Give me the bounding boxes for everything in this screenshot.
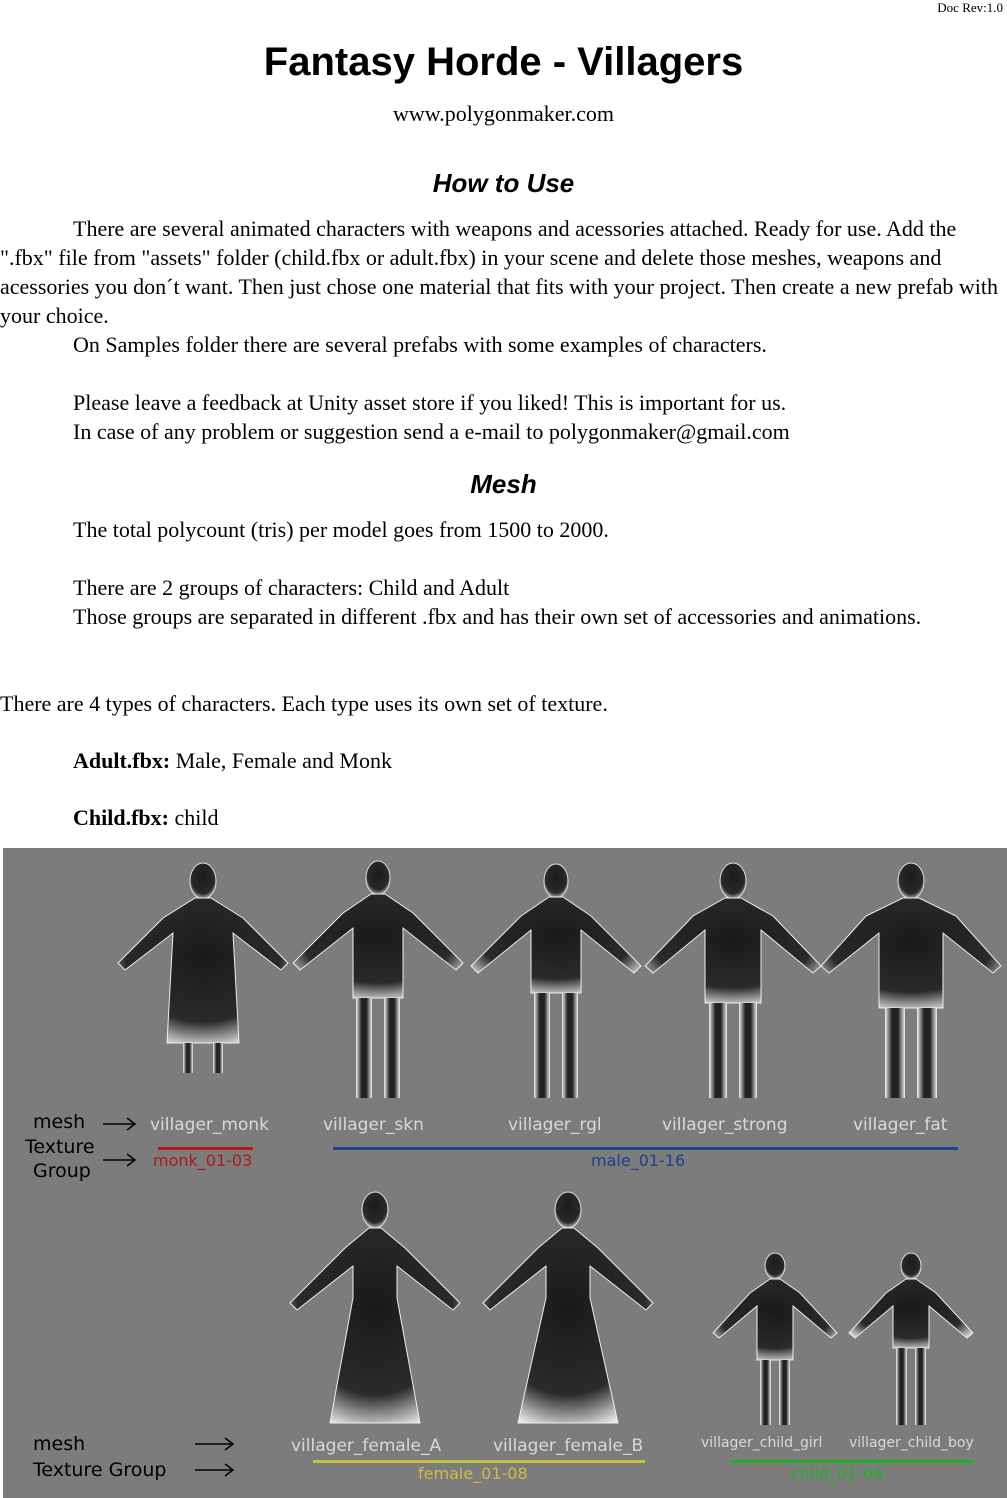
adult-fbx-label: Adult.fbx: — [73, 748, 171, 773]
mesh-paragraph-4: There are 4 types of characters. Each type uses its own set of texture. — [0, 691, 608, 716]
mesh-paragraph-2: There are 2 groups of characters: Child and Adult — [73, 575, 510, 600]
mesh-heading: Mesh — [470, 469, 537, 499]
villager-rgl-model — [471, 864, 641, 1098]
arrow-icon — [195, 1438, 233, 1450]
mesh-label-villager-skn: villager_skn — [323, 1115, 424, 1135]
villager-monk-model — [118, 863, 288, 1073]
how-to-use-paragraph-1: There are several animated characters with weapons and acessories attached. Ready for use. Add the ".fbx" file from "assets" folder (child.fbx or adult.fbx) in your scene and delete those meshes, weapons and acessories you don´t want. Then just chose one material that fits with your project. Then create a new prefab with your choice. — [0, 216, 999, 328]
adult-fbx-line — [0, 746, 1005, 775]
child-fbx-line — [0, 803, 1005, 832]
doc-revision: Doc Rev:1.0 — [937, 0, 1003, 15]
villager-child-boy-model — [849, 1253, 973, 1425]
how-to-use-paragraph-4: In case of any problem or suggestion send a e-mail to polygonmaker@gmail.com — [73, 419, 790, 444]
mesh-label-villager-child-girl: villager_child_girl — [701, 1435, 823, 1451]
villager-skn-model — [293, 861, 463, 1098]
child-group-label: child_01-04 — [791, 1464, 884, 1483]
villager-strong-model — [645, 863, 821, 1098]
how-to-use-heading: How to Use — [432, 168, 575, 198]
child-fbx-label: Child.fbx: — [73, 805, 169, 830]
legend-top-texture: Texture — [25, 1136, 95, 1158]
arrow-icon — [103, 1154, 135, 1166]
character-reference-figure — [3, 848, 1007, 1498]
mesh-label-villager-strong: villager_strong — [662, 1115, 788, 1135]
mesh-label-villager-female-b: villager_female_B — [493, 1436, 644, 1456]
villager-fat-model — [821, 863, 1001, 1098]
legend-top-mesh: mesh — [33, 1111, 86, 1133]
monk-group-bar — [158, 1147, 253, 1150]
mesh-label-villager-child-boy: villager_child_boy — [849, 1435, 974, 1451]
monk-group-label: monk_01-03 — [153, 1151, 253, 1170]
website-url: www.polygonmaker.com — [393, 101, 614, 126]
male-group-bar — [333, 1147, 958, 1150]
female-group-bar — [313, 1460, 645, 1463]
female-group-label: female_01-08 — [418, 1464, 528, 1483]
child-group-bar — [731, 1460, 973, 1463]
how-to-use-paragraph-3: Please leave a feedback at Unity asset store if you liked! This is important for us. — [73, 390, 787, 415]
mesh-label-villager-rgl: villager_rgl — [508, 1115, 602, 1135]
villager-female-a-model — [290, 1192, 460, 1423]
mesh-paragraph-1: The total polycount (tris) per model goes from 1500 to 2000. — [73, 517, 609, 542]
child-fbx-value: child — [174, 805, 219, 830]
male-group-label: male_01-16 — [591, 1151, 686, 1170]
mesh-label-villager-female-a: villager_female_A — [291, 1436, 442, 1456]
villager-child-girl-model — [713, 1253, 837, 1425]
mesh-paragraph-3: Those groups are separated in different .fbx and has their own set of accessories and animations. — [73, 604, 922, 629]
adult-fbx-value: Male, Female and Monk — [175, 748, 392, 773]
page-title: Fantasy Horde - Villagers — [263, 40, 744, 84]
mesh-label-villager-fat: villager_fat — [853, 1115, 948, 1135]
how-to-use-paragraph-2: On Samples folder there are several prefabs with some examples of characters. — [73, 332, 767, 357]
legend-bottom-texture-group: Texture Group — [33, 1459, 167, 1481]
legend-top-group: Group — [33, 1160, 91, 1182]
mesh-label-villager-monk: villager_monk — [150, 1115, 269, 1135]
arrow-icon — [103, 1118, 135, 1130]
legend-bottom-mesh: mesh — [33, 1433, 86, 1455]
villager-female-b-model — [483, 1192, 653, 1423]
arrow-icon — [195, 1464, 233, 1476]
